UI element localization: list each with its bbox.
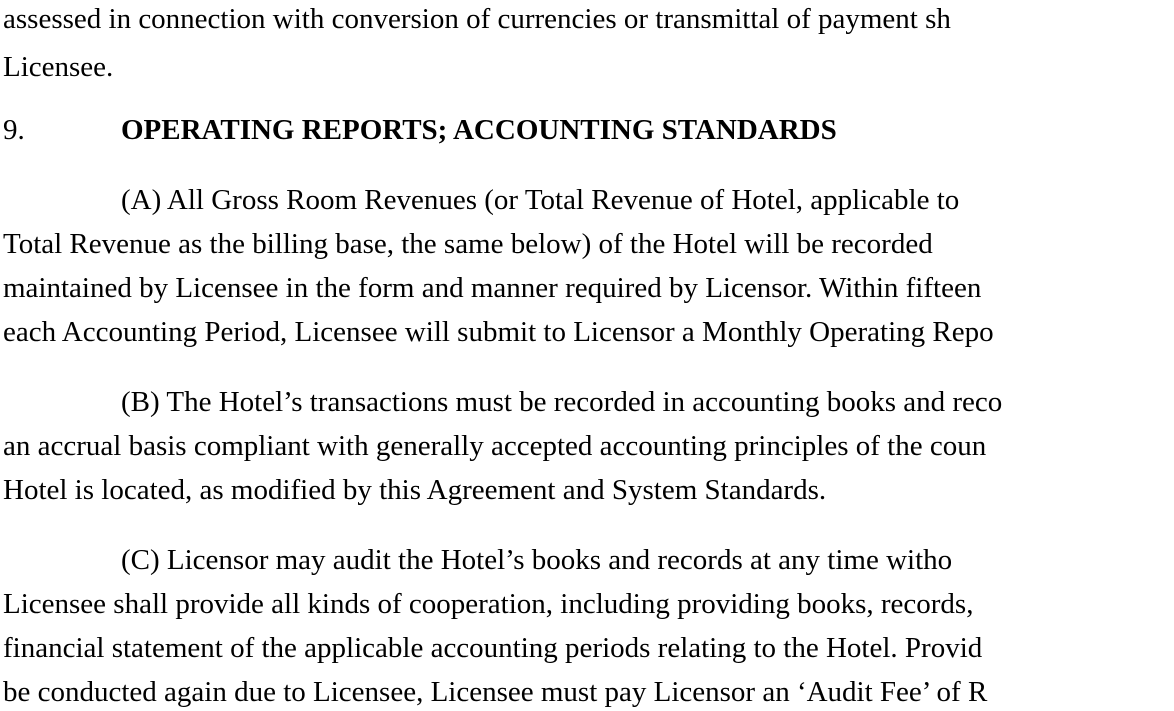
intro-line-1: assessed in connection with conversion of currencies or transmittal of payment sh <box>3 3 951 35</box>
paragraph-c-line-1: (C) Licensor may audit the Hotel’s books and records at any time witho <box>121 544 953 576</box>
paragraph-a-line-3: maintained by Licensee in the form and manner required by Licensor. Within fifteen <box>3 272 982 304</box>
section-number: 9. <box>3 114 25 146</box>
paragraph-c-line-3: financial statement of the applicable accounting periods relating to the Hotel. Provid <box>3 632 983 664</box>
paragraph-b-line-1: (B) The Hotel’s transactions must be recorded in accounting books and reco <box>121 386 1003 418</box>
section-title: OPERATING REPORTS; ACCOUNTING STANDARDS <box>121 114 837 146</box>
paragraph-c-line-2: Licensee shall provide all kinds of cooperation, including providing books, records, <box>3 588 974 620</box>
paragraph-c-line-4: be conducted again due to Licensee, Licensee must pay Licensor an ‘Audit Fee’ of R <box>3 676 988 708</box>
paragraph-b-line-3: Hotel is located, as modified by this Agreement and System Standards. <box>3 474 827 506</box>
paragraph-a-line-4: each Accounting Period, Licensee will submit to Licensor a Monthly Operating Repo <box>3 316 994 348</box>
paragraph-b-line-2: an accrual basis compliant with generally accepted accounting principles of the coun <box>3 430 987 462</box>
paragraph-a-line-1: (A) All Gross Room Revenues (or Total Revenue of Hotel, applicable to <box>121 184 960 216</box>
intro-line-2: Licensee. <box>3 51 114 83</box>
paragraph-a-line-2: Total Revenue as the billing base, the same below) of the Hotel will be recorded <box>3 228 933 260</box>
